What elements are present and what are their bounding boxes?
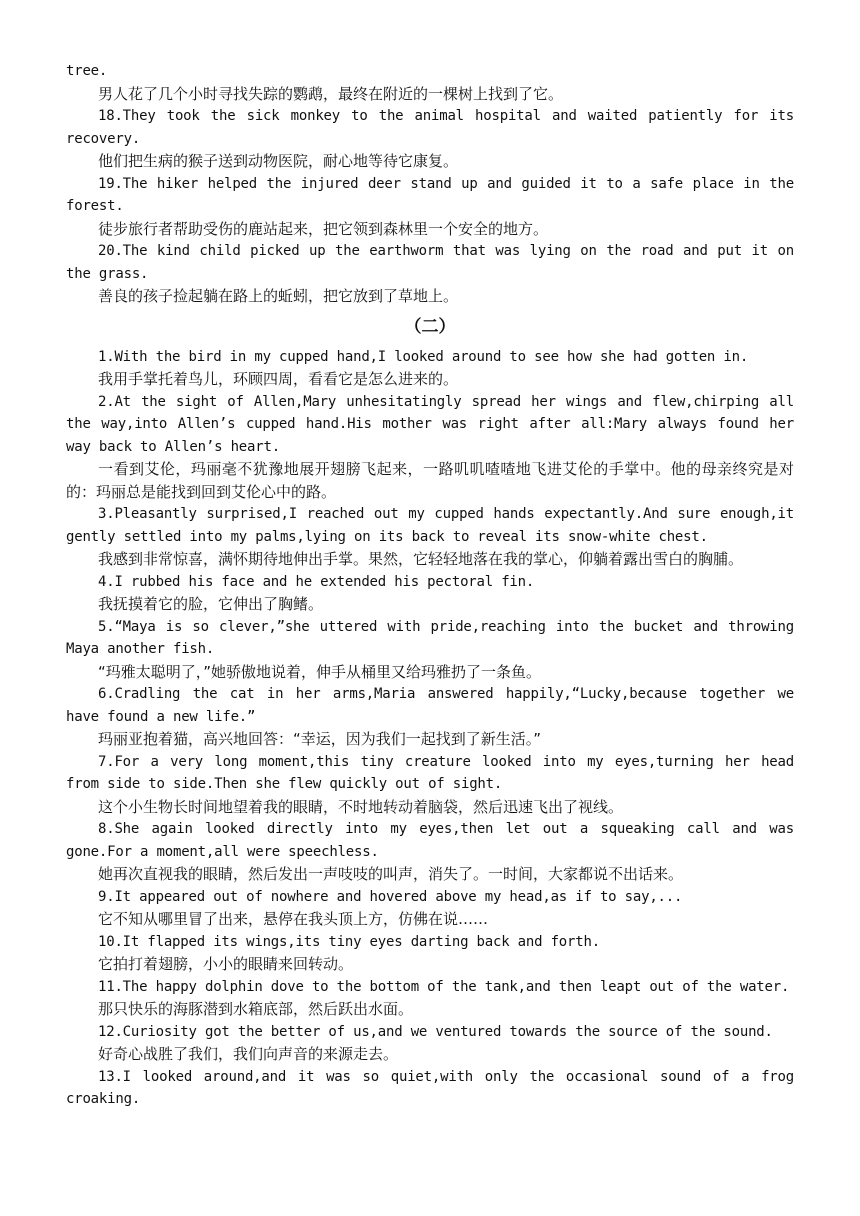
english-sentence: 7.For a very long moment,this tiny creature looked into my eyes,turning her head from side to side.Then she flew quickly out of sight. [66,753,794,792]
chinese-translation: 它拍打着翅膀，小小的眼睛来回转动。 [98,955,354,973]
chinese-translation: 她再次直视我的眼睛，然后发出一声吱吱的叫声，消失了。一时间，大家都说不出话来。 [98,865,684,883]
english-sentence: 2.At the sight of Allen,Mary unhesitatingly spread her wings and flew,chirping all the way,into Allen’s cupped hand.His mother was right after all:Mary always found her way back to Allen’s heart. [66,393,794,455]
english-sentence: 8.She again looked directly into my eyes,then let out a squeaking call and was gone.For a moment,all were speechless. [66,821,794,860]
english-sentence: 13.I looked around,and it was so quiet,with only the occasional sound of a frog croaking. [66,1068,794,1107]
document-page [66,60,794,1111]
chinese-translation: 男人花了几个小时寻找失踪的鹦鹉，最终在附近的一棵树上找到了它。 [98,84,564,103]
chinese-translation: “玛雅太聪明了，”她骄傲地说着，伸手从桶里又给玛雅扔了一条鱼。 [98,662,542,681]
english-sentence: 4.I rubbed his face and he extended his pectoral fin. [98,573,535,590]
chinese-translation: 那只快乐的海豚潜到水箱底部，然后跃出水面。 [98,1000,414,1018]
english-sentence: 12.Curiosity got the better of us,and we ventured towards the source of the sound. [98,1023,773,1040]
english-sentence: tree. [66,63,108,79]
english-sentence: 19.The hiker helped the injured deer stand up and guided it to a safe place in the forest. [66,175,794,214]
chinese-translation: 好奇心战胜了我们，我们向声音的来源走去。 [98,1045,399,1063]
chinese-translation: 我感到非常惊喜，满怀期待地伸出手掌。果然，它轻轻地落在我的掌心，仰躺着露出雪白的胸脯。 [98,550,744,568]
english-sentence: 9.It appeared out of nowhere and hovered above my head,as if to say,... [98,888,683,905]
english-sentence: 10.It flapped its wings,its tiny eyes darting back and forth. [98,933,600,950]
chinese-translation: 他们把生病的猴子送到动物医院，耐心地等待它康复。 [98,152,459,170]
chinese-translation: 一看到艾伦，玛丽毫不犹豫地展开翅膀飞起来，一路叽叽喳喳地飞进艾伦的手掌中。他的母亲终究是对的：玛丽总是能找到回到艾伦心中的路。 [66,460,794,501]
chinese-translation: 我用手掌托着鸟儿，环顾四周，看看它是怎么进来的。 [98,370,459,388]
section-two [66,346,794,1111]
english-sentence: 11.The happy dolphin dove to the bottom of the tank,and then leapt out of the water. [98,978,790,995]
chinese-translation: 徒步旅行者帮助受伤的鹿站起来，把它领到森林里一个安全的地方。 [98,219,549,238]
chinese-translation: 玛丽亚抱着猫，高兴地回答：“幸运，因为我们一起找到了新生活。” [98,730,542,748]
section-heading: （二） [404,316,456,337]
english-sentence: 18.They took the sick monkey to the animal hospital and waited patiently for its recovery. [66,108,794,147]
english-sentence: 1.With the bird in my cupped hand,I looked around to see how she had gotten in. [98,348,749,365]
chinese-translation: 我抚摸着它的脸，它伸出了胸鳍。 [98,595,324,613]
english-sentence: 6.Cradling the cat in her arms,Maria answered happily,“Lucky,because together we have found a new life.” [66,686,794,725]
english-sentence: 20.The kind child picked up the earthworm that was lying on the road and put it on the grass. [66,243,794,282]
section-one-tail [66,60,794,308]
chinese-translation: 它不知从哪里冒了出来，悬停在我头顶上方，仿佛在说…… [98,910,489,928]
english-sentence: 5.“Maya is so clever,”she uttered with pride,reaching into the bucket and throwing Maya another fish. [66,618,794,657]
chinese-translation: 这个小生物长时间地望着我的眼睛，不时地转动着脑袋，然后迅速飞出了视线。 [98,797,624,816]
chinese-translation: 善良的孩子捡起躺在路上的蚯蚓，把它放到了草地上。 [98,287,459,305]
english-sentence: 3.Pleasantly surprised,I reached out my cupped hands expectantly.And sure enough,it gently settled into my palms,lying on its back to reveal its snow-white chest. [66,506,794,545]
